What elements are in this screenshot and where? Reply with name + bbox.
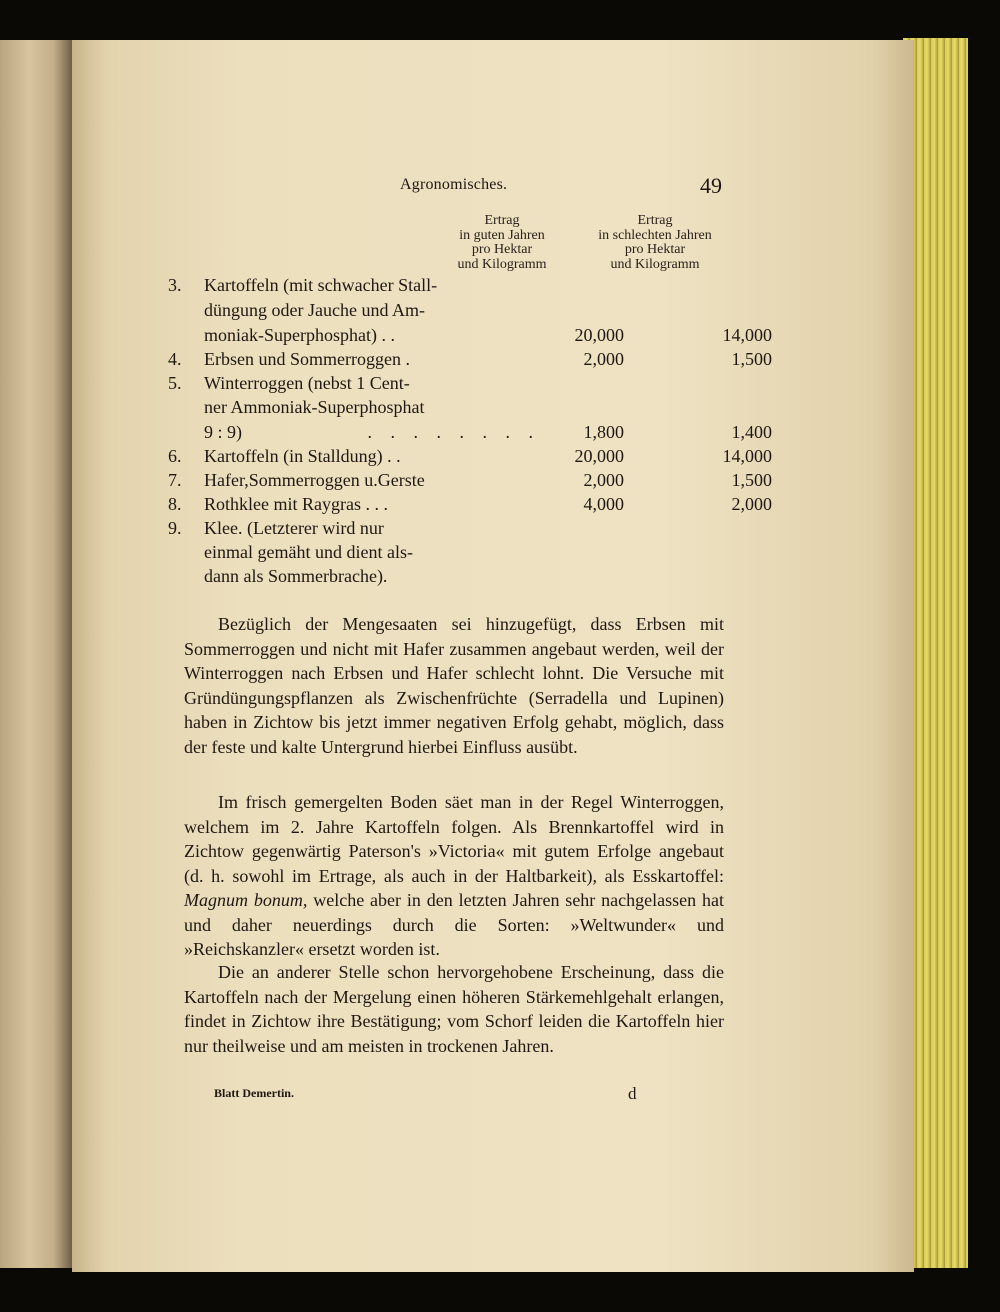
table-row-continuation: dann als Sommerbrache). <box>204 566 388 586</box>
yield-bad: 1,500 <box>731 349 772 369</box>
left-page-edge <box>0 40 72 1268</box>
column-header-bad-years: Ertrag in schlechten Jahren pro Hektar und Kilogramm <box>598 213 712 272</box>
yield-good: 20,000 <box>574 446 624 466</box>
table-row-continuation: ner Ammoniak-Superphosphat <box>204 397 425 417</box>
yield-bad: 14,000 <box>722 325 772 345</box>
table-row: 9. Klee. (Letzterer wird nur <box>168 518 384 538</box>
paragraph-staerkemehl: Die an anderer Stelle schon hervorgehobene Erscheinung, dass die Kartoffeln nach der Mergelung einen höheren Stärkemehlgehalt erlangen, findet in Zichtow ihre Bestätigung; vom Schorf leiden die Kartoffeln hier nur theilweise und am meisten in trockenen Jahren. <box>184 962 724 1056</box>
yield-bad: 1,500 <box>731 470 772 490</box>
yield-good: 2,000 <box>583 470 624 490</box>
paragraph-kartoffeln: Im frisch gemergelten Boden säet man in der Regel Winterroggen, welchem im 2. Jahre Kartoffeln folgen. Als Brennkartoffel wird in Zichtow gegenwärtig Paterson's »Victoria« mit gutem Erfolge angebaut (d. h. sowohl im Ertrage, als auch in der Haltbarkeit), als Esskartoffel: Magnum bonum, welche aber in den letzten Jahren sehr nachgelassen hat und daher neuerdings durch die Sorten: »Weltwunder« und »Reichskanzler« ersetzt worden ist. <box>184 792 724 959</box>
table-row-continuation: einmal gemäht und dient als- <box>204 542 413 562</box>
yield-bad: 2,000 <box>731 494 772 514</box>
table-row: 5. Winterroggen (nebst 1 Cent- <box>168 373 410 393</box>
table-row: 4. Erbsen und Sommerroggen . 2,000 1,500 <box>168 349 772 369</box>
yield-good: 1,800 <box>583 422 624 442</box>
table-row: 6. Kartoffeln (in Stalldung) . . 20,000 14,000 <box>168 446 772 466</box>
table-row-continuation: 9 : 9) . . . . . . . . 1,800 1,400 <box>204 422 772 442</box>
table-row: 3. Kartoffeln (mit schwacher Stall- <box>168 275 438 295</box>
yield-good: 2,000 <box>583 349 624 369</box>
variety-name: Magnum bonum, <box>184 890 308 910</box>
column-header-good-years: Ertrag in guten Jahren pro Hektar und Kilogramm <box>457 213 547 272</box>
table-row-continuation: moniak-Superphosphat) . . 20,000 14,000 <box>204 325 772 345</box>
book-page <box>72 40 914 1272</box>
table-row: 7. Hafer,Sommerroggen u.Gerste 2,000 1,500 <box>168 470 772 490</box>
signature-mark: Blatt Demertin. <box>214 1086 294 1100</box>
yield-bad: 14,000 <box>722 446 772 466</box>
table-row: 8. Rothklee mit Raygras . . . 4,000 2,000 <box>168 494 772 514</box>
paragraph-mengesaaten: Bezüglich der Mengesaaten sei hinzugefügt, dass Erbsen mit Sommerroggen und nicht mit Hafer zusammen angebaut werden, weil der Winterroggen nach Erbsen und Hafer schlecht lohnt. Die Versuche mit Gründüngungspflanzen als Zwischenfrüchte (Serradella und Lupinen) haben in Zichtow bis jetzt immer negativen Erfolg gehabt, möglich, dass der feste und kalte Untergrund hierbei Einfluss ausübt. <box>184 614 724 757</box>
leader-dots: . . . . . . . . <box>367 422 540 442</box>
running-header: Agronomisches. <box>400 176 508 193</box>
gathering-mark: d <box>628 1084 637 1103</box>
yield-bad: 1,400 <box>731 422 772 442</box>
yield-good: 4,000 <box>583 494 624 514</box>
page-number: 49 <box>700 173 722 198</box>
yield-good: 20,000 <box>574 325 624 345</box>
table-row-continuation: düngung oder Jauche und Am- <box>204 300 425 320</box>
